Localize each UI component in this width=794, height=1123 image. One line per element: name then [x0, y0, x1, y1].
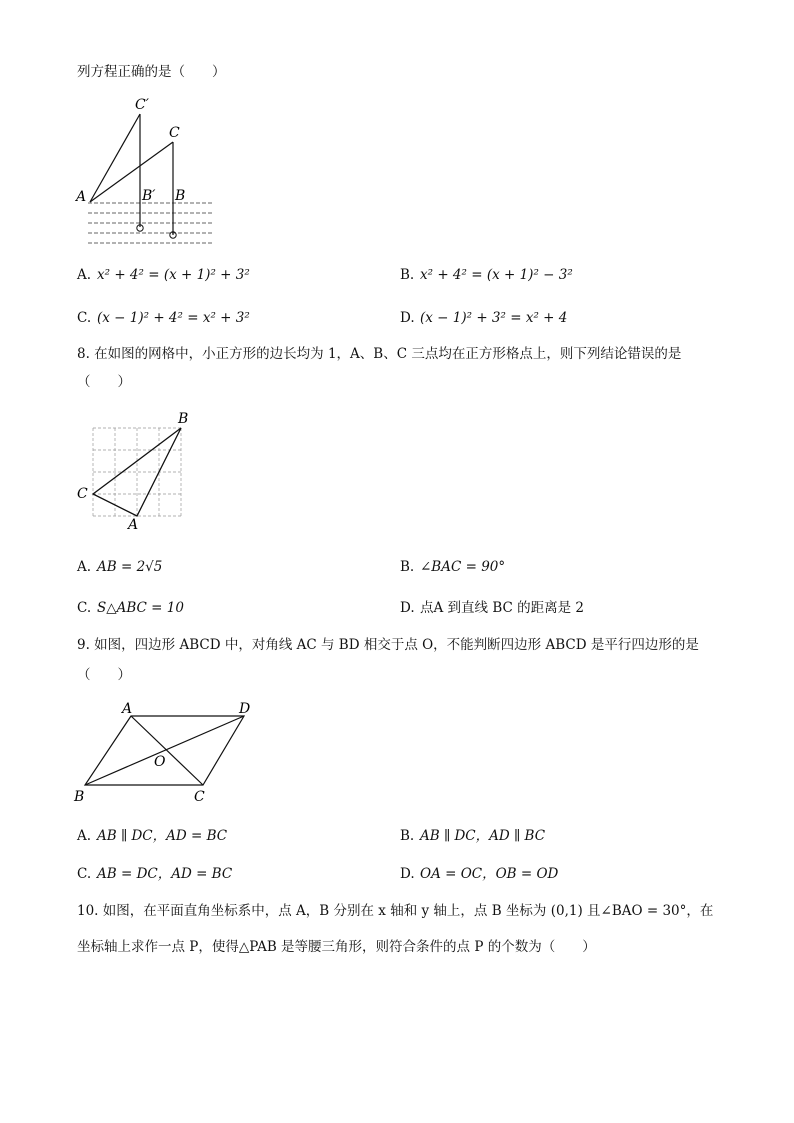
label-o: O [154, 754, 166, 770]
q9-option-b[interactable] [400, 827, 545, 845]
q9-option-c[interactable] [77, 865, 232, 883]
grid-lines [93, 428, 181, 516]
option-label: D. [400, 866, 415, 882]
q8-grid-figure [72, 405, 202, 535]
q10-stem-line1: 10. 如图，在平面直角坐标系中，点 A，B 分别在 x 轴和 y 轴上，点 B 坐标为 (0,1) 且∠BAO = 30°，在 [77, 903, 714, 919]
option-text: x² + 4² = (x + 1)² + 3² [97, 267, 250, 283]
option-text: OA = OC，OB = OD [420, 866, 559, 882]
diagonal-bd [85, 716, 244, 785]
q9-option-d[interactable] [400, 865, 558, 883]
diagonal-ac [131, 716, 203, 785]
q9-stem-line1: 9. 如图，四边形 ABCD 中，对角线 AC 与 BD 相交于点 O，不能判断四边形 ABCD 是平行四边形的是 [77, 637, 699, 653]
option-label: C. [77, 310, 92, 326]
option-label: D. [400, 600, 415, 616]
segment-a-cprime [90, 114, 140, 202]
option-label: A. [77, 267, 92, 283]
label-b-prime: B′ [142, 188, 156, 204]
option-label: B. [400, 828, 415, 844]
q9-parallelogram-figure [72, 698, 262, 808]
option-label: D. [400, 310, 415, 326]
label-b: B [178, 411, 189, 427]
q8-option-a[interactable] [77, 558, 162, 576]
label-c: C [77, 486, 88, 502]
option-label: C. [77, 866, 92, 882]
option-text: AB ∥ DC，AD = BC [97, 828, 228, 844]
label-b: B [175, 188, 186, 204]
q8-option-d[interactable] [400, 599, 584, 617]
label-a: A [76, 189, 87, 205]
q8-stem-line1: 8. 在如图的网格中，小正方形的边长均为 1，A、B、C 三点均在正方形格点上，则下列结论错误的是 [77, 346, 682, 362]
label-a: A [122, 701, 133, 717]
q7-stem-tail: 列方程正确的是（ ） [77, 64, 226, 80]
label-d: D [239, 701, 251, 717]
label-c: C [194, 789, 205, 805]
triangle-abc [93, 428, 181, 516]
option-text: AB = 2√5 [97, 559, 163, 575]
q7-option-d[interactable] [400, 309, 567, 327]
q8-option-b[interactable] [400, 558, 505, 576]
label-c: C [169, 125, 180, 141]
label-b: B [74, 789, 85, 805]
q9-option-a[interactable] [77, 827, 227, 845]
q8-option-c[interactable] [77, 599, 184, 617]
segment-a-c [90, 142, 173, 202]
option-label: B. [400, 267, 415, 283]
option-text: (x − 1)² + 3² = x² + 4 [420, 310, 568, 326]
option-text: S△ABC = 10 [97, 600, 184, 616]
label-a: A [128, 517, 139, 533]
q10-stem-line2: 坐标轴上求作一点 P，使得△PAB 是等腰三角形，则符合条件的点 P 的个数为（ ） [77, 939, 596, 955]
option-text: AB ∥ DC，AD ∥ BC [420, 828, 546, 844]
option-label: B. [400, 559, 415, 575]
q7-option-a[interactable] [77, 266, 250, 284]
option-label: A. [77, 828, 92, 844]
option-text: x² + 4² = (x + 1)² − 3² [420, 267, 573, 283]
label-c-prime: C′ [135, 97, 149, 113]
option-text: (x − 1)² + 4² = x² + 3² [97, 310, 250, 326]
option-text: 点A 到直线 BC 的距离是 2 [420, 600, 585, 616]
q8-stem-line2: （ ） [77, 374, 131, 390]
option-text: ∠BAC = 90° [420, 559, 506, 575]
option-label: A. [77, 559, 92, 575]
q7-option-b[interactable] [400, 266, 573, 284]
q9-stem-line2: （ ） [77, 667, 131, 683]
option-label: C. [77, 600, 92, 616]
option-text: AB = DC，AD = BC [97, 866, 233, 882]
q7-figure [72, 95, 222, 255]
q7-option-c[interactable] [77, 309, 250, 327]
